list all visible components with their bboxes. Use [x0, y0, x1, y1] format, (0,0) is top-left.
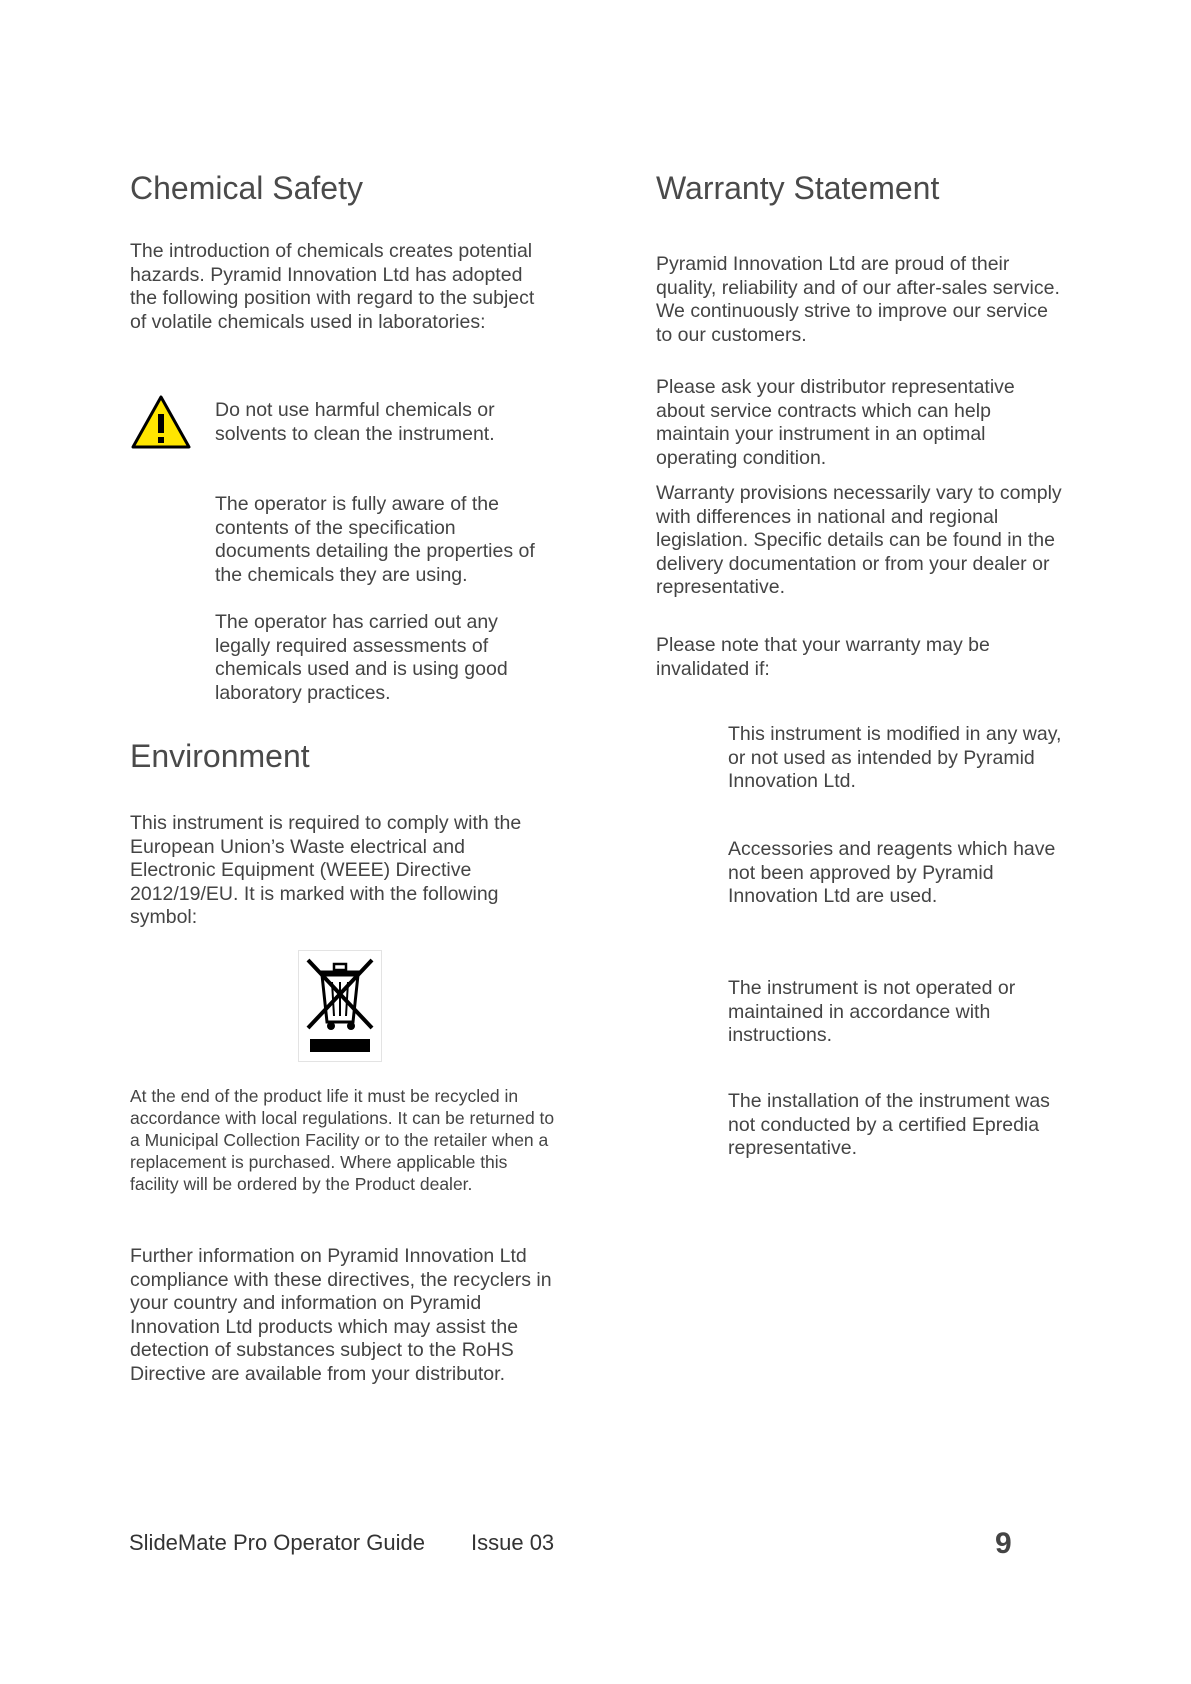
warranty-para-1: Pyramid Innovation Ltd are proud of their quality, reliability and of our after-sales service. We continuously strive to improve our service to our customers. — [656, 253, 1060, 346]
warranty-condition-4: The installation of the instrument was not conducted by a certified Epredia representative. — [728, 1090, 1050, 1159]
warranty-condition-2: Accessories and reagents which have not been approved by Pyramid Innovation Ltd are used. — [728, 838, 1056, 907]
crossed-out-wheelie-bin-icon — [298, 950, 382, 1062]
chemical-point-1: The operator is fully aware of the contents of the specification documents detailing the properties of the chemicals they are using. — [215, 493, 535, 586]
footer-guide-title: SlideMate Pro Operator Guide — [129, 1530, 425, 1555]
warranty-condition-1: This instrument is modified in any way, or not used as intended by Pyramid Innovation Ltd. — [728, 723, 1062, 792]
warning-text: Do not use harmful chemicals or solvents to clean the instrument. — [215, 399, 495, 445]
warranty-para-4: Please note that your warranty may be invalidated if: — [656, 634, 990, 680]
further-info-text: Further information on Pyramid Innovation Ltd compliance with these directives, the recyclers in your country and information on Pyramid Innovation Ltd products which may assist the detection of substances subject to the RoHS Directive are available from your distributor. — [130, 1245, 552, 1385]
warning-triangle-icon — [130, 394, 192, 450]
chemical-safety-heading: Chemical Safety — [130, 170, 363, 206]
recycle-text: At the end of the product life it must be recycled in accordance with local regulations. It can be returned to a Municipal Collection Facility or to the retailer when a replacement is purchased. Where applicable this facility will be ordered by the Product dealer. — [130, 1086, 555, 1194]
warranty-condition-3: The instrument is not operated or maintained in accordance with instructions. — [728, 977, 1016, 1046]
footer-issue: Issue 03 — [471, 1530, 555, 1555]
warranty-para-3: Warranty provisions necessarily vary to comply with differences in national and regional legislation. Specific details can be found in the delivery documentation or from your dealer or representative. — [656, 482, 1062, 598]
environment-heading: Environment — [130, 738, 310, 774]
chemical-point-2: The operator has carried out any legally required assessments of chemicals used and is using good laboratory practices. — [215, 611, 508, 704]
page-number: 9 — [995, 1527, 1012, 1560]
environment-intro: This instrument is required to comply with the European Union’s Waste electrical and Electronic Equipment (WEEE) Directive 2012/19/EU. It is marked with the following symbol: — [130, 812, 522, 928]
chemical-safety-intro: The introduction of chemicals creates potential hazards. Pyramid Innovation Ltd has adopted the following position with regard to the subject of volatile chemicals used in laboratories: — [130, 240, 535, 333]
warranty-heading: Warranty Statement — [656, 170, 940, 206]
warranty-para-2: Please ask your distributor representative about service contracts which can help maintain your instrument in an optimal operating condition. — [656, 376, 1015, 469]
